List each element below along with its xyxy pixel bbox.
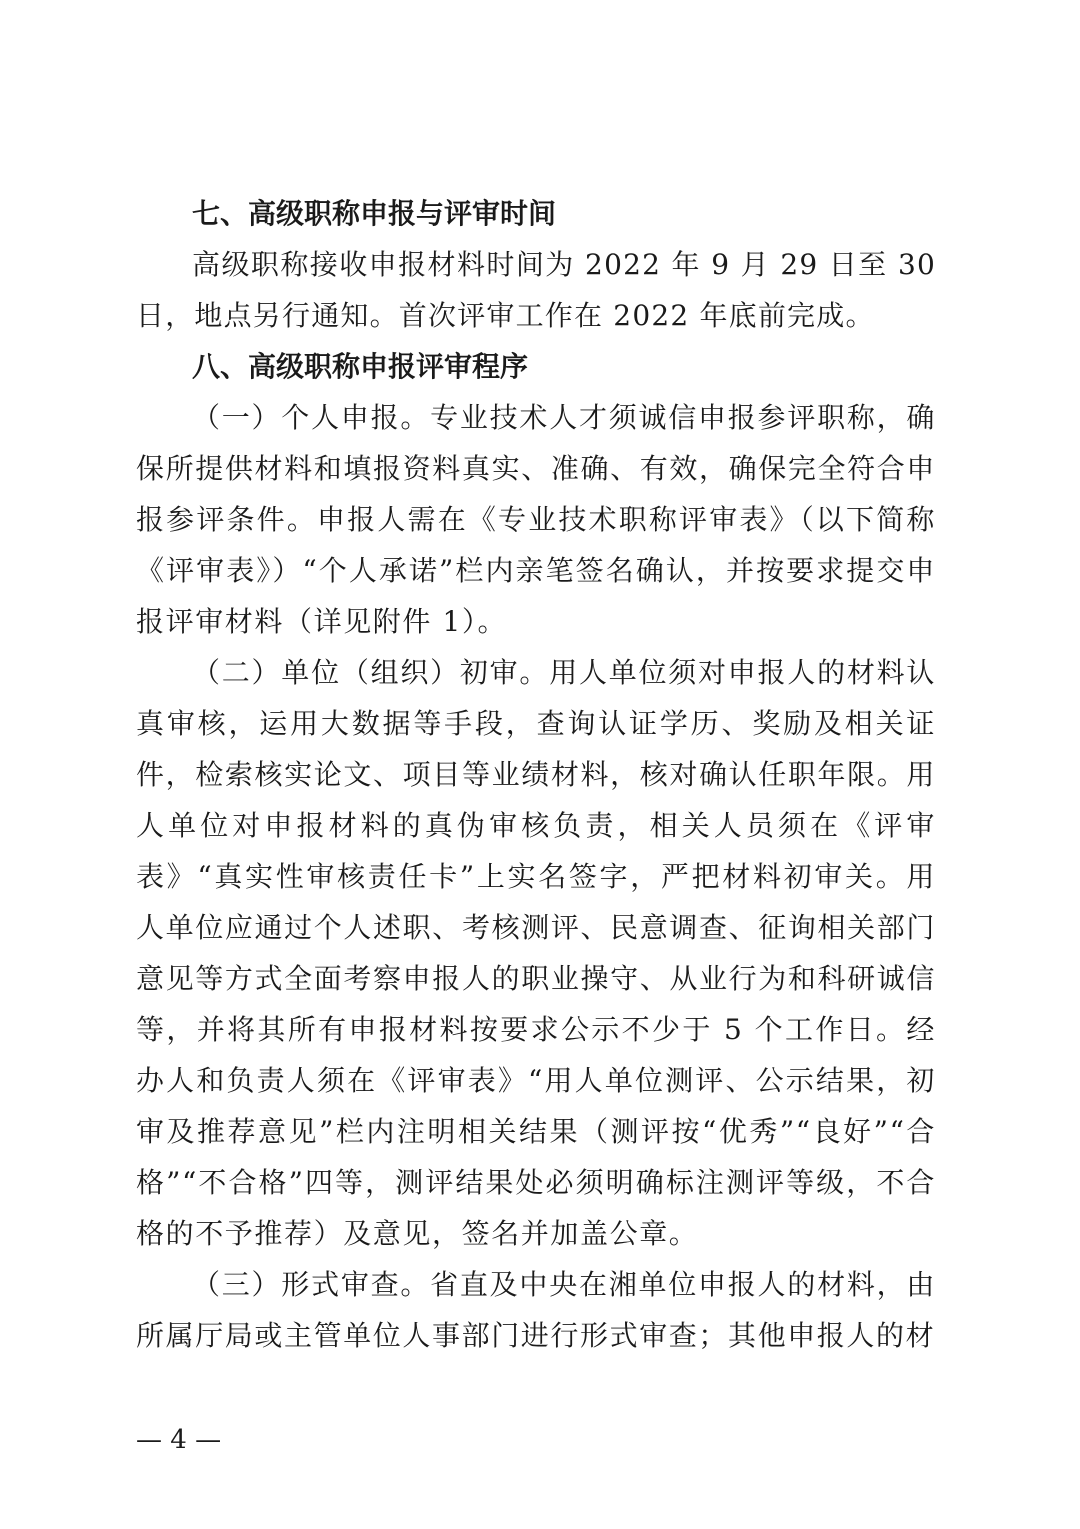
section-7-paragraph: 高级职称接收申报材料时间为 2022 年 9 月 29 日至 30 日，地点另行通知。首次评审工作在 2022 年底前完成。 [136, 248, 936, 332]
section-8-item-3: （三）形式审查。省直及中央在湘单位申报人的材料，由所属厅局或主管单位人事部门进行形式审查；其他申报人的材 [136, 1268, 936, 1352]
section-8-item-1: （一）个人申报。专业技术人才须诚信申报参评职称，确保所提供材料和填报资料真实、准确、有效，确保完全符合申报参评条件。申报人需在《专业技术职称评审表》（以下简称《评审表》）“个人承诺”栏内亲笔签名确认，并按要求提交申报评审材料（详见附件 1）。 [136, 401, 936, 638]
page-number: — 4 — [136, 1425, 222, 1455]
section-8-item-2: （二）单位（组织）初审。用人单位须对申报人的材料认真审核，运用大数据等手段，查询认证学历、奖励及相关证件，检索核实论文、项目等业绩材料，核对确认任职年限。用人单位对申报材料的真伪审核负责，相关人员须在《评审表》“真实性审核责任卡”上实名签字，严把材料初审关。用人单位应通过个人述职、考核测评、民意调查、征询相关部门意见等方式全面考察申报人的职业操守、从业行为和科研诚信等，并将其所有申报材料按要求公示不少于 5 个工作日。经办人和负责人须在《评审表》“用人单位测评、公示结果，初审及推荐意见”栏内注明相关结果（测评按“优秀”“良好”“合格”“不合格”四等，测评结果处必须明确标注测评等级，不合格的不予推荐）及意见，签名并加盖公章。 [136, 656, 936, 1250]
section-7-heading: 七、高级职称申报与评审时间 [192, 197, 557, 230]
document-body [136, 188, 936, 1361]
section-8-heading: 八、高级职称申报评审程序 [192, 350, 529, 383]
